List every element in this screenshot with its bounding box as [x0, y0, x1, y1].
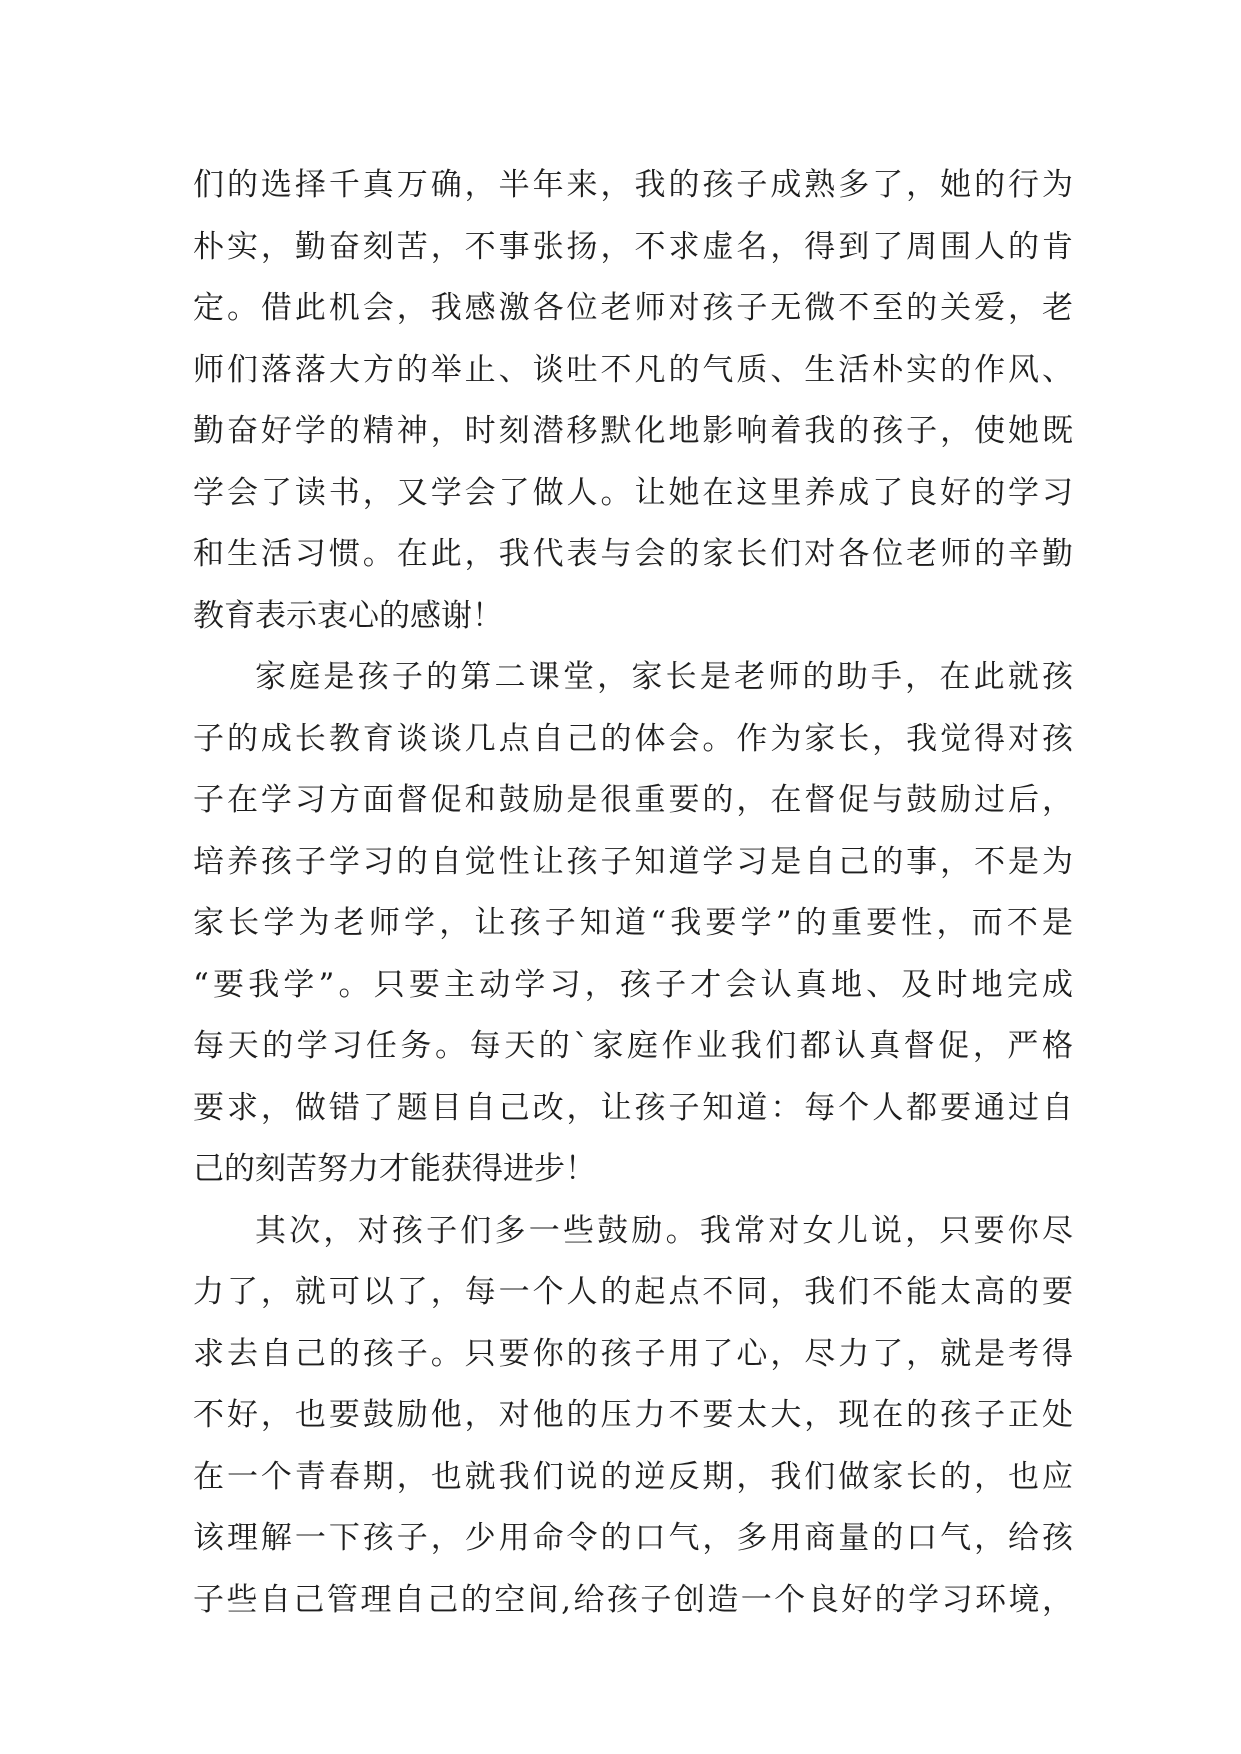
text-line: 勤奋好学的精神，时刻潜移默化地影响着我的孩子，使她既 [193, 413, 1073, 449]
text-line: “要我学”。只要主动学习，孩子才会认真地、及时地完成 [193, 966, 1073, 1003]
text-line: 该理解一下孩子，少用命令的口气，多用商量的口气，给孩 [193, 1520, 1073, 1556]
text-line: 培养孩子学习的自觉性让孩子知道学习是自己的事，不是为 [193, 843, 1073, 880]
text-line: 子在学习方面督促和鼓励是很重要的，在督促与鼓励过后， [193, 782, 1073, 818]
text-line: 们的选择千真万确，半年来，我的孩子成熟多了，她的行为 [193, 167, 1073, 203]
text-line: 力了，就可以了，每一个人的起点不同，我们不能太高的要 [193, 1274, 1073, 1310]
text-line: 和生活习惯。在此，我代表与会的家长们对各位老师的辛勤 [193, 536, 1073, 572]
text-line: 定。借此机会，我感激各位老师对孩子无微不至的关爱，老 [193, 290, 1073, 326]
text-line: 学会了读书，又学会了做人。让她在这里养成了良好的学习 [193, 474, 1073, 511]
text-line: 家庭是孩子的第二课堂，家长是老师的助手，在此就孩 [255, 659, 1073, 695]
text-line: 在一个青春期，也就我们说的逆反期，我们做家长的，也应 [193, 1458, 1073, 1495]
text-line: 师们落落大方的举止、谈吐不凡的气质、生活朴实的作风、 [193, 351, 1073, 388]
text-line: 家长学为老师学，让孩子知道“我要学”的重要性，而不是 [193, 905, 1073, 941]
text-line: 要求，做错了题目自己改，让孩子知道：每个人都要通过自 [193, 1089, 1073, 1126]
text-line: 朴实，勤奋刻苦，不事张扬，不求虚名，得到了周围人的肯 [193, 228, 1073, 265]
text-line: 教育表示衷心的感谢！ [193, 597, 503, 634]
text-line: 己的刻苦努力才能获得进步！ [193, 1151, 596, 1187]
text-line: 求去自己的孩子。只要你的孩子用了心，尽力了，就是考得 [193, 1335, 1073, 1372]
text-line: 不好，也要鼓励他，对他的压力不要太大，现在的孩子正处 [193, 1397, 1073, 1433]
text-line: 子些自己管理自己的空间,给孩子创造一个良好的学习环境， [193, 1581, 1073, 1618]
text-line: 每天的学习任务。每天的`家庭作业我们都认真督促，严格 [193, 1028, 1073, 1064]
body-text [193, 155, 1073, 1631]
text-line: 其次，对孩子们多一些鼓励。我常对女儿说，只要你尽 [255, 1212, 1073, 1249]
text-line: 子的成长教育谈谈几点自己的体会。作为家长，我觉得对孩 [193, 720, 1073, 757]
